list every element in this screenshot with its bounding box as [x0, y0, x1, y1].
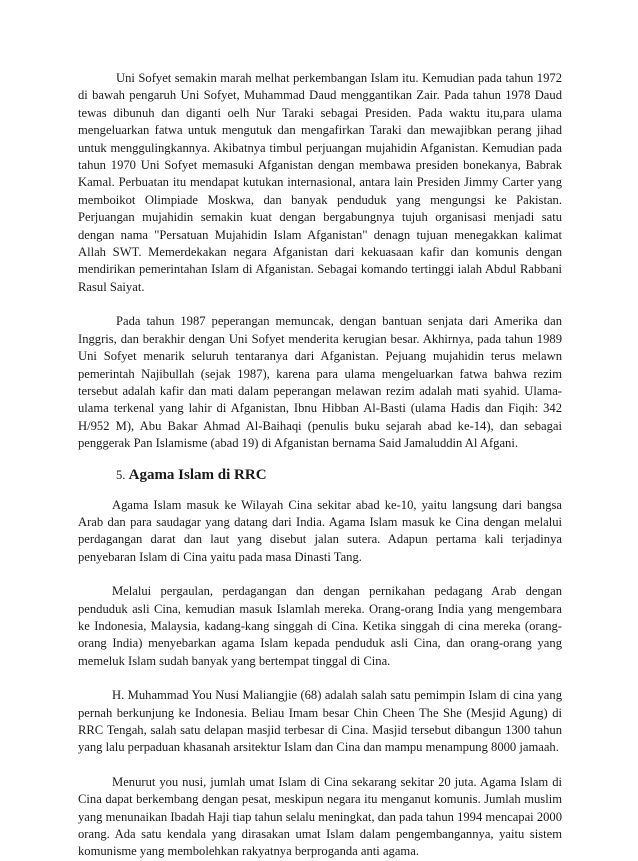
paragraph-uni-sofyet-afganistan: Uni Sofyet semakin marah melhat perkembangan Islam itu. Kemudian pada tahun 1972 di bawah pengaruh Uni Sofyet, Muhammad Daud menggantikan Zair. Pada tahun 1978 Daud tewas dibunuh dan diganti oelh Nur Taraki sebagai Presiden. Pada waktu itu,para ulama mengeluarkan fatwa untuk mengutuk dan mengafirkan Taraki dan mewajibkan perang jihad untuk menggulingkannya. Akibatnya timbul perjuangan mujahidin Afganistan. Kemudian pada tahun 1970 Uni Sofyet memasuki Afganistan dengan membawa presiden bonekanya, Babrak Kamal. Perbuatan itu mendapat kutukan internasional, antara lain Presiden Jimmy Carter yang memboikot Olimpiade Moskwa, dan banyak penduduk yang mengungsi ke Pakistan. Perjuangan mujahidin semakin kuat dengan bergabungnya tujuh organisasi menjadi satu dengan nama "Persatuan Mujahidin Islam Afganistan" denagn tujuan menegakkan kalimat Allah SWT. Memerdekakan negara Afganistan dari kekuasaan kafir dan komunis dengan mendirikan pemerintahan Islam di Afganistan. Sebagai komando tertinggi ialah Abdul Rabbani Rasul Saiyat. — [78, 71, 562, 294]
paragraph-jumlah-umat-islam: Menurut you nusi, jumlah umat Islam di Cina sekarang sekitar 20 juta. Agama Islam di Cina dapat berkembang dengan pesat, meskipun negara itu menganut komunis. Jumlah muslim yang menunaikan Ibadah Haji tiap tahun selalu meningkat, dan pada tahun 1994 mencapai 2000 orang. Ada satu kendala yang dirasakan umat Islam dalam pengembangannya, yaitu sistem komunisme yang membolehkan rakyatnya berproganda anti agama. — [78, 774, 563, 859]
paragraph-pergaulan-perdagangan: Melalui pergaulan, perdagangan dan dengan pernikahan pedagang Arab dengan penduduk asli Cina, kemudian masuk Islamlah mereka. Orang-orang India yang mengembara ke Indonesia, Malaysia, kadang-kang singgah di Cina. Ketika singgah di cina mereka (orang-orang India) menyebarkan agama Islam kepada penduduk asli Cina, dan orang-orang yang memeluk Islam sudah banyak yang bertempat tinggal di Cina. — [78, 584, 562, 668]
section-number: 5. — [116, 467, 126, 482]
document-page — [78, 70, 562, 861]
section-heading — [78, 462, 562, 488]
paragraph-muhammad-you-nusi: H. Muhammad You Nusi Maliangjie (68) adalah salah satu pemimpin Islam di cina yang pernah berkunjung ke Indonesia. Beliau Imam besar Chin Cheen The She (Mesjid Agung) di RRC Tengah, salah satu delapan masjid terbesar di Cina. Masjid tersebut dibangun 1300 tahun yang lalu perpaduan khasanah arsitektur Islam dan Cina dan mampu menampung 8000 jamaah. — [78, 688, 562, 755]
paragraph-peperangan-1987: Pada tahun 1987 peperangan memuncak, dengan bantuan senjata dari Amerika dan Inggris, dan berakhir dengan Uni Sofyet menderita kerugian besar. Akhirnya, pada tahun 1989 Uni Sofyet menarik seluruh tentaranya dari Afganistan. Pejuang mujahidin terus melawn pemerintah Najibullah (sejak 1987), karena para ulama mengeluarkan fatwa bahwa rezim tersebut adalah kafir dan mati dalam peperangan melawan rezim adalah mati syahid. Ulama-ulama terkenal yang lahir di Afganistan, Ibnu Hibban Al-Basti (ulama Hadis dan Fiqih: 342 H/952 M), Abu Bakar Ahmad Al-Baihaqi (penulis buku sejarah abad ke-14), dan sebagai penggerak Pan Islamisme (abad 19) di Afganistan bernama Said Jamaluddin Al Afgani. — [78, 314, 562, 451]
paragraph-islam-masuk-cina: Agama Islam masuk ke Wilayah Cina sekitar abad ke-10, yaitu langsung dari bangsa Arab dan para saudagar yang datang dari India. Agama Islam masuk ke Cina dengan melalui perdagangan darat dan laut yang disebut jalan sutera. Adapun pertama kali terjadinya penyebaran Islam di Cina yaitu pada masa Dinasti Tang. — [78, 497, 562, 564]
section-title: Agama Islam di RRC — [128, 466, 267, 483]
